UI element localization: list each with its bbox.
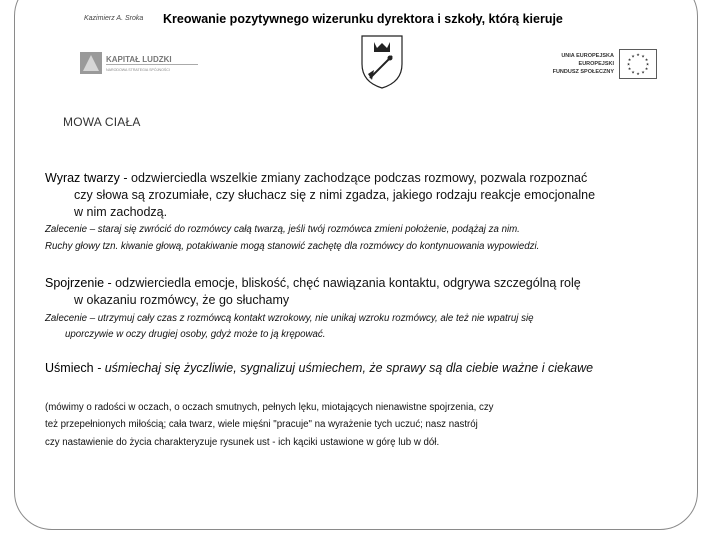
gaze-line-2: w okazaniu rozmówcy, że go słuchamy [74, 293, 290, 307]
face-line-2: czy słowa są zrozumiałe, czy słuchacz się z nimi zgadza, jakiego rodzaju reakcje emocjonalne [74, 188, 596, 202]
svg-text:★: ★ [645, 61, 650, 67]
svg-text:★: ★ [631, 69, 635, 75]
svg-text:★: ★ [636, 71, 640, 76]
kapital-logo-text: KAPITAŁ LUDZKI [106, 55, 172, 64]
smile-line-1: - uśmiechaj się życzliwie, sygnalizuj uśmiechem, że sprawy są dla ciebie ważne i ciekawe [93, 361, 594, 375]
svg-text:★: ★ [627, 66, 632, 71]
svg-text:★: ★ [627, 57, 632, 62]
eu-text-block [548, 52, 614, 76]
face-term: Wyraz twarzy [45, 171, 120, 185]
eu-line-1: UNIA EUROPEJSKA [561, 53, 614, 59]
face-line-3: w nim zachodzą. [74, 205, 168, 219]
svg-text:★: ★ [626, 61, 631, 67]
eu-line-2: EUROPEJSKI [578, 61, 614, 67]
gaze-term: Spojrzenie [45, 276, 105, 290]
face-line-1: - odzwierciedla wszelkie zmiany zachodzące podczas rozmowy, pozwala rozpoznać [119, 171, 588, 185]
svg-text:★: ★ [636, 52, 640, 57]
svg-text:★: ★ [631, 53, 635, 59]
section-title: MOWA CIAŁA [63, 115, 141, 129]
gaze-line-1: - odzwierciedla emocje, bliskość, chęć nawiązania kontaktu, odgrywa szczególną rolę [104, 276, 581, 290]
svg-text:★: ★ [644, 57, 649, 62]
school-crest-logo [360, 34, 404, 90]
smile-paragraph [45, 360, 593, 377]
author-name: Kazimierz A. Sroka [84, 15, 144, 22]
gaze-recommendation-2: uporczywie w oczy drugiej osoby, gdyż może to ją krępować. [65, 329, 326, 340]
smile-term: Uśmiech [45, 361, 94, 375]
face-paragraph [45, 170, 595, 221]
gaze-paragraph [45, 275, 581, 309]
kapital-ludzki-logo [80, 50, 200, 76]
note-line-2: też przepełnionych miłością; cała twarz, wiele mięśni "pracuje" na wyrażenie tych uczuć; nasz nastrój [45, 419, 478, 430]
note-line-1: (mówimy o radości w oczach, o oczach smutnych, pełnych lęku, miotających nienawistne spojrzenia, czy [45, 402, 494, 413]
svg-text:★: ★ [641, 53, 645, 59]
face-recommendation-2: Ruchy głowy tzn. kiwanie głową, potakiwanie mogą stanowić zachętę dla rozmówcy do kontynuowania wypowiedzi. [45, 241, 540, 252]
slide-title: Kreowanie pozytywnego wizerunku dyrektora i szkoły, którą kieruje [163, 12, 563, 26]
gaze-recommendation-1: Zalecenie – utrzymuj cały czas z rozmówcą kontakt wzrokowy, nie unikaj wzroku rozmówcy, ale też nie wpatruj się [45, 313, 534, 324]
eu-line-3: FUNDUSZ SPOŁECZNY [552, 69, 614, 75]
eu-flag-icon [619, 49, 657, 79]
face-recommendation-1: Zalecenie – staraj się zwrócić do rozmówcy całą twarzą, jeśli twój rozmówca zmieni położenie, podążaj za nim. [45, 224, 520, 235]
kapital-logo-subtext: NARODOWA STRATEGIA SPÓJNOŚCI [106, 68, 170, 72]
svg-text:★: ★ [644, 66, 649, 71]
svg-text:★: ★ [641, 69, 645, 75]
note-line-3: czy nastawienie do życia charakteryzuje rysunek ust - ich kąciki ustawione w górę lub w dół. [45, 437, 440, 448]
